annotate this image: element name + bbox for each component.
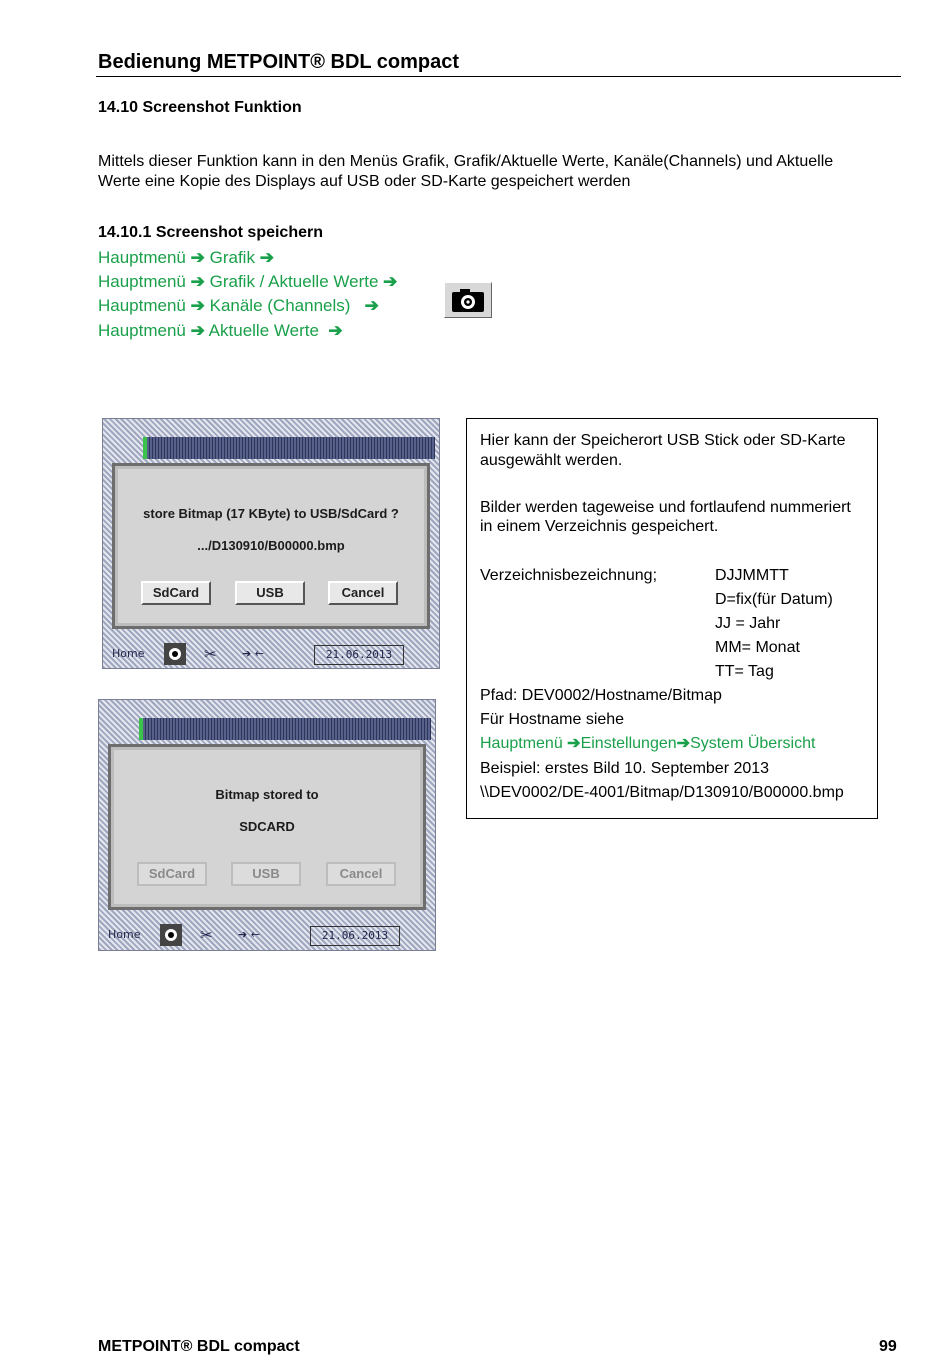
- sdcard-button[interactable]: SdCard: [141, 581, 211, 605]
- home-button[interactable]: Home: [112, 647, 145, 660]
- store-bitmap-dialog: [112, 463, 430, 629]
- dir-item: TT= Tag: [715, 663, 774, 680]
- footer-title: METPOINT® BDL compact: [98, 1338, 300, 1355]
- device-status-bar: [143, 437, 435, 459]
- dialog-message: Bitmap stored to: [215, 787, 319, 802]
- info-line: Hier kann der Speicherort USB Stick oder SD-Karte: [480, 432, 846, 449]
- sdcard-button[interactable]: SdCard: [137, 862, 207, 886]
- page-header-title: Bedienung METPOINT® BDL compact: [98, 51, 460, 73]
- example-path: \\DEV0002/DE-4001/Bitmap/D130910/B00000.bmp: [480, 784, 844, 801]
- nav-path-grafik: Hauptmenü ➔ Grafik ➔: [98, 248, 274, 267]
- screenshot-camera-button[interactable]: [444, 282, 492, 318]
- device-screenshot-stored-dialog: [98, 699, 436, 951]
- info-line: ausgewählt werden.: [480, 452, 623, 469]
- header-divider: [96, 76, 901, 77]
- device-bottom-bar: [106, 643, 436, 665]
- camera-icon[interactable]: [160, 924, 182, 946]
- navigation-arrows[interactable]: ➔ ←: [238, 928, 260, 941]
- nav-path-grafik-aktuelle-werte: Hauptmenü ➔ Grafik / Aktuelle Werte ➔: [98, 272, 398, 291]
- bitmap-stored-dialog: [108, 744, 426, 910]
- navigation-arrows[interactable]: ➔ ←: [242, 647, 264, 660]
- dialog-target: SDCARD: [239, 819, 295, 834]
- dir-item: MM= Monat: [715, 639, 800, 656]
- tools-icon[interactable]: ✂: [204, 645, 217, 663]
- usb-button[interactable]: USB: [231, 862, 301, 886]
- dialog-question: store Bitmap (17 KByte) to USB/SdCard ?: [143, 506, 399, 521]
- intro-line: Werte eine Kopie des Displays auf USB oder SD-Karte gespeichert werden: [98, 173, 631, 190]
- directory-label: Verzeichnisbezeichnung;: [480, 567, 658, 584]
- intro-line: Mittels dieser Funktion kann in den Menüs Grafik, Grafik/Aktuelle Werte, Kanäle(Channels) und Aktuelle: [98, 153, 834, 170]
- nav-path-aktuelle-werte: Hauptmenü ➔ Aktuelle Werte ➔: [98, 321, 343, 340]
- tools-icon[interactable]: ✂: [200, 926, 213, 944]
- info-line: Bilder werden tageweise und fortlaufend nummeriert: [480, 499, 851, 516]
- device-bottom-bar: [102, 924, 432, 946]
- info-box: [466, 418, 878, 819]
- device-screenshot-store-dialog: [102, 418, 440, 669]
- device-status-indicator: [139, 718, 143, 740]
- device-status-bar: [139, 718, 431, 740]
- path-text: Pfad: DEV0002/Hostname/Bitmap: [480, 687, 722, 704]
- device-status-indicator: [143, 437, 147, 459]
- cancel-button[interactable]: Cancel: [326, 862, 396, 886]
- dialog-filename: .../D130910/B00000.bmp: [197, 538, 345, 553]
- hostname-text: Für Hostname siehe: [480, 711, 625, 728]
- camera-icon: [451, 287, 485, 313]
- device-date: 21.06.2013: [310, 926, 400, 946]
- section-title: 14.10 Screenshot Funktion: [98, 99, 302, 116]
- intro-paragraph: [98, 152, 888, 192]
- dir-item: JJ = Jahr: [715, 615, 781, 632]
- usb-button[interactable]: USB: [235, 581, 305, 605]
- cancel-button[interactable]: Cancel: [328, 581, 398, 605]
- subsection-title: 14.10.1 Screenshot speichern: [98, 224, 323, 241]
- menu-path: Hauptmenü ➔Einstellungen➔System Übersicht: [480, 735, 816, 752]
- info-line: in einem Verzeichnis gespeichert.: [480, 518, 719, 535]
- page-number: 99: [879, 1338, 897, 1355]
- camera-icon[interactable]: [164, 643, 186, 665]
- home-button[interactable]: Home: [108, 928, 141, 941]
- dir-item: D=fix(für Datum): [715, 591, 833, 608]
- device-date: 21.06.2013: [314, 645, 404, 665]
- dir-format: DJJMMTT: [715, 567, 789, 584]
- nav-path-kanaele: Hauptmenü ➔ Kanäle (Channels) ➔: [98, 296, 379, 315]
- example-text: Beispiel: erstes Bild 10. September 2013: [480, 760, 770, 777]
